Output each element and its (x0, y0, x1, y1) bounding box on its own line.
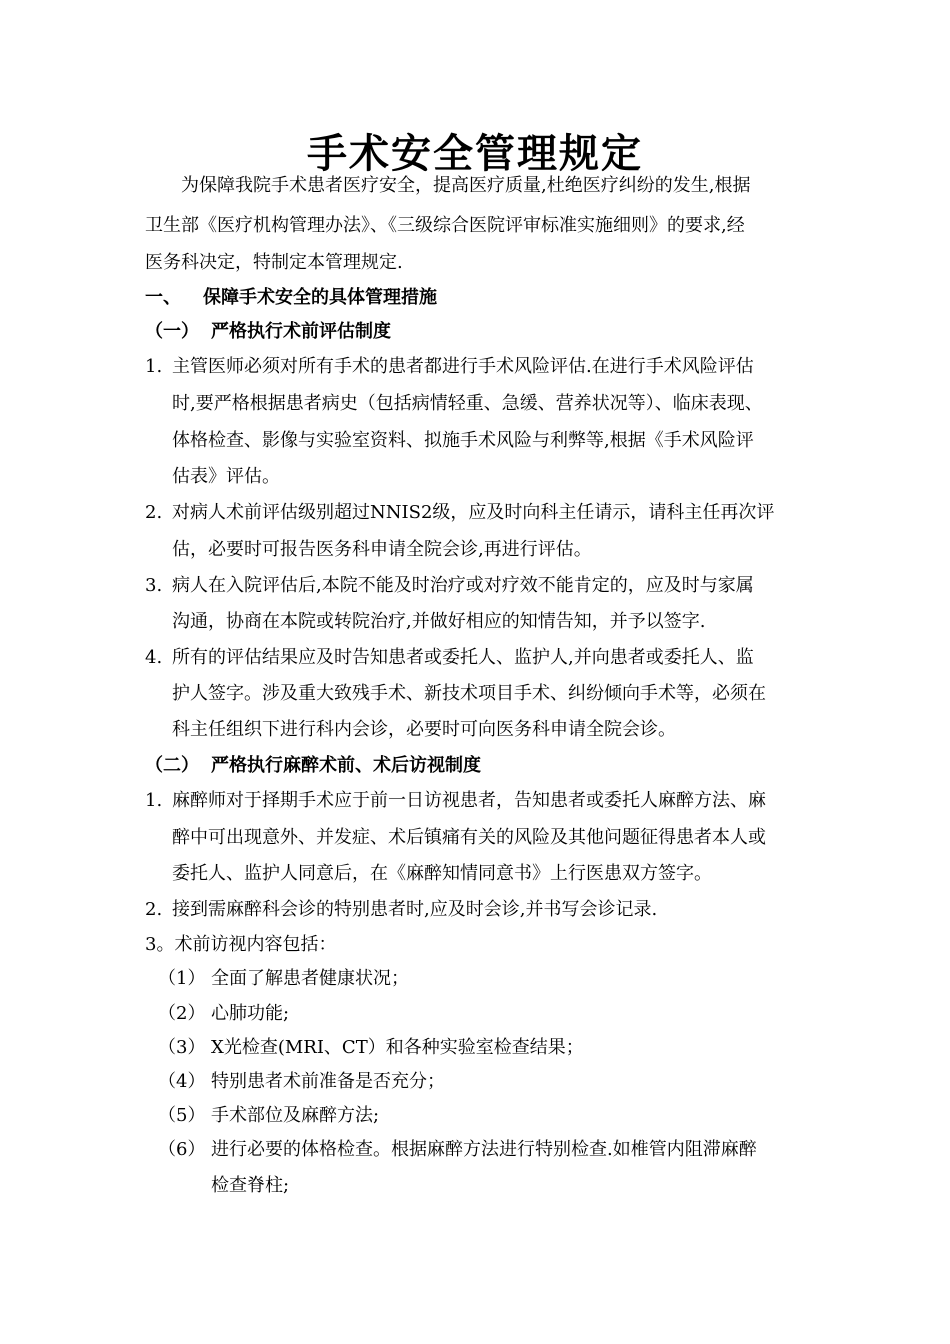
section-1-number: 一、 (145, 287, 181, 308)
item-text-line: 麻醉师对于择期手术应于前一日访视患者，告知患者或委托人麻醉方法、麻 (172, 790, 766, 811)
visit-item-number: （1） (158, 968, 206, 989)
visit-item-text: 检查脊柱; (211, 1175, 290, 1196)
subsection-2-number: （二） (145, 755, 199, 776)
visit-item-number: （6） (158, 1139, 206, 1160)
intro-line-2: 卫生部《医疗机构管理办法》、《三级综合医院评审标准实施细则》的要求,经 (145, 215, 745, 236)
item-text-line: 护人签字。涉及重大致残手术、新技术项目手术、纠纷倾向手术等，必须在 (172, 683, 766, 704)
visit-item-number: （4） (158, 1071, 206, 1092)
section-1-title: 保障手术安全的具体管理措施 (203, 287, 437, 308)
item-text-line: 委托人、监护人同意后，在《麻醉知情同意书》上行医患双方签字。 (172, 863, 712, 884)
subsection-2-title: 严格执行麻醉术前、术后访视制度 (211, 755, 481, 776)
item-number: 2. (145, 899, 163, 920)
visit-item-text: 特别患者术前准备是否充分； (211, 1071, 445, 1092)
intro-line-3: 医务科决定，特制定本管理规定. (145, 252, 403, 273)
item-text-line: 估表》评估。 (172, 466, 280, 487)
item-text-line: 对病人术前评估级别超过NNIS2级，应及时向科主任请示，请科主任再次评 (172, 502, 775, 523)
item-3-heading: 3。术前访视内容包括： (145, 934, 337, 955)
visit-item-text: 进行必要的体格检查。根据麻醉方法进行特别检查.如椎管内阻滞麻醉 (211, 1139, 757, 1160)
visit-item-number: （2） (158, 1003, 206, 1024)
visit-item-text: 手术部位及麻醉方法; (211, 1105, 380, 1126)
item-text-line: 估，必要时可报告医务科申请全院会诊,再进行评估。 (172, 539, 592, 560)
item-text-line: 时,要严格根据患者病史（包括病情轻重、急缓、营养状况等）、临床表现、 (172, 393, 763, 414)
visit-item-text: X光检查(MRI、CT）和各种实验室检查结果； (211, 1037, 584, 1058)
item-number: 4. (145, 647, 163, 668)
visit-item-number: （5） (158, 1105, 206, 1126)
visit-item-text: 心肺功能; (211, 1003, 290, 1024)
page-title: 手术安全管理规定 (307, 131, 643, 177)
intro-line-1: 为保障我院手术患者医疗安全，提高医疗质量,杜绝医疗纠纷的发生,根据 (181, 175, 751, 196)
item-text-line: 接到需麻醉科会诊的特别患者时,应及时会诊,并书写会诊记录. (172, 899, 658, 920)
item-text-line: 醉中可出现意外、并发症、术后镇痛有关的风险及其他问题征得患者本人或 (172, 827, 766, 848)
item-number: 1. (145, 356, 163, 377)
item-text-line: 体格检查、影像与实验室资料、拟施手术风险与利弊等,根据《手术风险评 (172, 430, 754, 451)
subsection-1-number: （一） (145, 321, 199, 342)
visit-item-text: 全面了解患者健康状况； (211, 968, 409, 989)
item-text-line: 主管医师必须对所有手术的患者都进行手术风险评估.在进行手术风险评估 (172, 356, 754, 377)
visit-item-number: （3） (158, 1037, 206, 1058)
item-text-line: 沟通，协商在本院或转院治疗,并做好相应的知情告知，并予以签字. (172, 611, 706, 632)
item-text-line: 病人在入院评估后,本院不能及时治疗或对疗效不能肯定的，应及时与家属 (172, 575, 754, 596)
item-text-line: 所有的评估结果应及时告知患者或委托人、监护人,并向患者或委托人、监 (172, 647, 754, 668)
item-number: 3. (145, 575, 163, 596)
item-number: 1. (145, 790, 163, 811)
item-text-line: 科主任组织下进行科内会诊，必要时可向医务科申请全院会诊。 (172, 719, 676, 740)
subsection-1-title: 严格执行术前评估制度 (211, 321, 391, 342)
item-number: 2. (145, 502, 163, 523)
